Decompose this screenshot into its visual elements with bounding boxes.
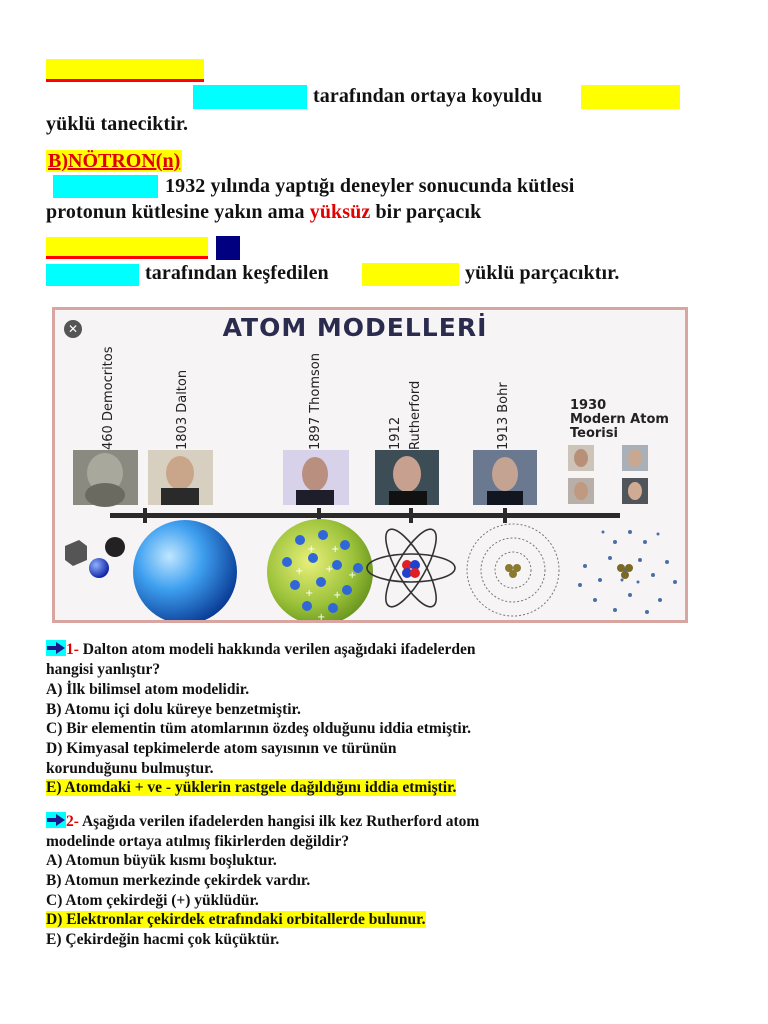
q1-option-e-text: E) Atomdaki + ve - yüklerin rastgele dağıldığını iddia etmiştir. bbox=[46, 779, 457, 796]
portrait-dalton bbox=[148, 450, 213, 505]
svg-text:+: + bbox=[295, 566, 304, 577]
portrait-bohr bbox=[473, 450, 537, 505]
portraits-modern bbox=[568, 445, 648, 504]
charge-blank-2 bbox=[362, 263, 459, 286]
neutron-heading bbox=[46, 150, 182, 173]
q1-stem-line2: hangisi yanlıştır? bbox=[46, 661, 161, 678]
close-icon[interactable] bbox=[64, 320, 82, 338]
q1-number: 1- bbox=[66, 641, 79, 658]
arrow-icon bbox=[46, 812, 66, 828]
line-b2-post: bir parçacık bbox=[370, 201, 482, 223]
q2-stem-line1 bbox=[46, 812, 479, 832]
name-blank-3 bbox=[46, 264, 139, 286]
label-rutherford: Rutherford bbox=[408, 380, 423, 450]
q2-stem1: Aşağıda verilen ifadelerden hangisi ilk kez Rutherford atom bbox=[78, 813, 480, 830]
democritos-shapes bbox=[65, 537, 125, 578]
modern-year: 1930 bbox=[570, 398, 607, 413]
portrait-rutherford bbox=[375, 450, 439, 505]
label-bohr: 1913 Bohr bbox=[496, 382, 511, 450]
line-a2-text: yüklü taneciktir. bbox=[46, 113, 189, 135]
atom-models-svg bbox=[55, 310, 685, 620]
atom-models-figure bbox=[52, 307, 688, 623]
line-c-middle: tarafından keşfedilen bbox=[145, 262, 329, 284]
q2-stem-line2: modelinde ortaya atılmış fikirlerden değildir? bbox=[46, 833, 350, 850]
rutherford-model bbox=[367, 523, 455, 613]
svg-text:+: + bbox=[317, 612, 326, 620]
q1-option-a: A) İlk bilimsel atom modelidir. bbox=[46, 681, 250, 698]
label-1912: 1912 bbox=[388, 416, 403, 450]
svg-text:+: + bbox=[331, 544, 340, 555]
line-b2 bbox=[46, 201, 481, 224]
modern-line2: Modern Atom bbox=[570, 412, 669, 427]
q2-option-d bbox=[46, 910, 426, 930]
line-b2-pre: protonun kütlesine yakın ama bbox=[46, 201, 310, 223]
modern-cloud bbox=[578, 530, 677, 614]
neutron-heading-text: B)NÖTRON(n) bbox=[48, 150, 181, 172]
svg-text:+: + bbox=[333, 590, 342, 601]
close-glyph: ✕ bbox=[67, 322, 79, 336]
name-blank-2 bbox=[53, 175, 158, 198]
line-a1-text: tarafından ortaya koyuldu bbox=[313, 85, 543, 107]
svg-text:+: + bbox=[325, 564, 334, 575]
label-thomson: 1897 Thomson bbox=[308, 353, 323, 450]
q2-option-a: A) Atomun büyük kısmı boşluktur. bbox=[46, 852, 277, 869]
portrait-thomson bbox=[283, 450, 349, 505]
svg-text:+: + bbox=[348, 570, 357, 581]
q1-stem1: Dalton atom modeli hakkında verilen aşağıdaki ifadelerden bbox=[78, 641, 476, 658]
heading-blank-2 bbox=[46, 237, 208, 259]
q1-option-d-line1: D) Kimyasal tepkimelerde atom sayısının ve türünün bbox=[46, 740, 397, 757]
q2-option-e: E) Çekirdeğin hacmi çok küçüktür. bbox=[46, 931, 280, 948]
line-b1-text: 1932 yılında yaptığı deneyler sonucunda kütlesi bbox=[165, 175, 575, 197]
label-democritos: 460 Democritos bbox=[101, 346, 116, 450]
navy-square bbox=[216, 236, 240, 260]
q1-option-b: B) Atomu içi dolu küreye benzetmiştir. bbox=[46, 701, 301, 718]
thomson-model bbox=[267, 519, 373, 620]
figure-title: ATOM MODELLERİ bbox=[222, 313, 488, 342]
name-blank-1 bbox=[193, 85, 307, 109]
q1-option-c: C) Bir elementin tüm atomlarının özdeş olduğunu iddia etmiştir. bbox=[46, 720, 471, 737]
q1-option-d-line2: korunduğunu bulmuştur. bbox=[46, 760, 214, 777]
label-dalton: 1803 Dalton bbox=[175, 369, 190, 450]
charge-blank-1 bbox=[581, 85, 680, 109]
q1-option-e bbox=[46, 778, 456, 798]
dalton-sphere bbox=[133, 520, 237, 620]
q2-option-c: C) Atom çekirdeği (+) yüklüdür. bbox=[46, 892, 259, 909]
heading-blank bbox=[46, 59, 204, 82]
line-c-end: yüklü parçacıktır. bbox=[465, 262, 620, 284]
q2-option-b: B) Atomun merkezinde çekirdek vardır. bbox=[46, 872, 311, 889]
q2-number: 2- bbox=[66, 813, 79, 830]
q2-option-d-text: D) Elektronlar çekirdek etrafındaki orbitallerde bulunur. bbox=[46, 911, 426, 928]
bohr-model bbox=[467, 524, 559, 616]
svg-text:+: + bbox=[305, 588, 314, 599]
portrait-democritos bbox=[73, 450, 138, 507]
q1-stem-line1 bbox=[46, 640, 476, 660]
line-b2-red: yüksüz bbox=[309, 201, 371, 223]
svg-text:+: + bbox=[307, 544, 316, 555]
modern-line3: Teorisi bbox=[570, 426, 618, 441]
arrow-icon bbox=[46, 640, 66, 656]
